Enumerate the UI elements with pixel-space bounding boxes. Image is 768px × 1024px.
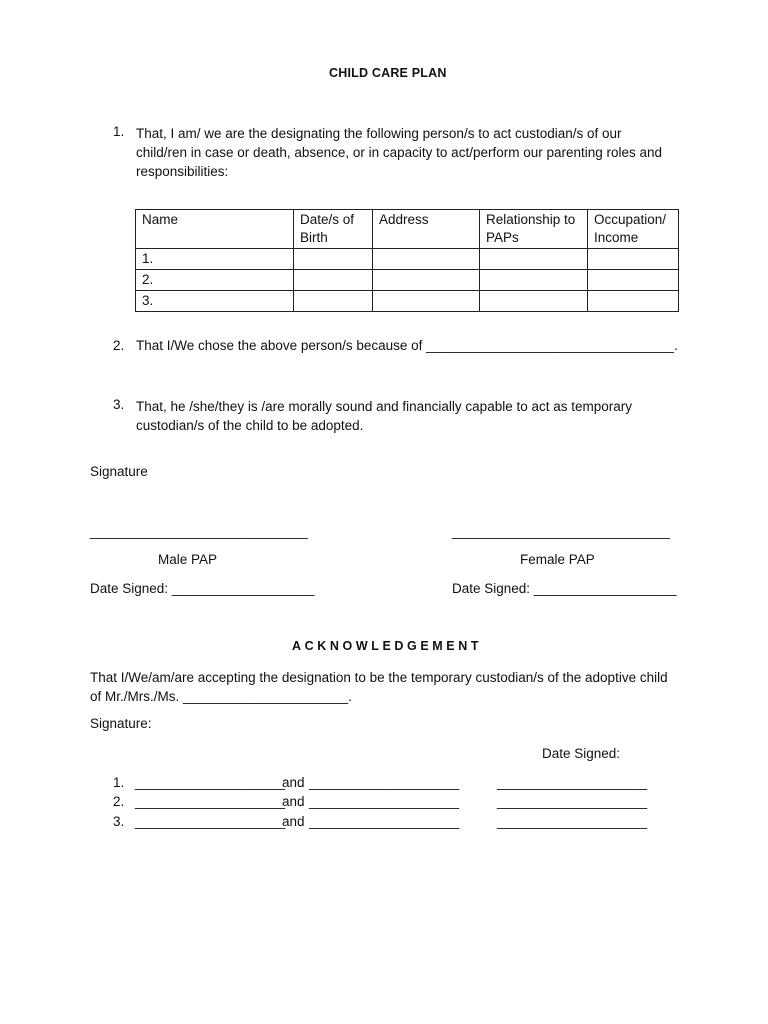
item-text-2: That I/We chose the above person/s because of _________________________________.	[136, 338, 678, 353]
male-date-signed[interactable]: Date Signed: ___________________	[90, 581, 315, 596]
header-dates-of-birth: Date/s of Birth	[294, 210, 373, 249]
header-name: Name	[136, 210, 294, 249]
table-cell[interactable]: 3.	[136, 291, 294, 312]
acknowledgement-title: ACKNOWLEDGEMENT	[292, 639, 483, 653]
ack-signature-line[interactable]: ____________________	[135, 775, 286, 790]
item-number-2: 2.	[113, 338, 125, 353]
female-date-signed[interactable]: Date Signed: ___________________	[452, 581, 677, 596]
ack-row-number: 1.	[113, 775, 125, 790]
table-cell[interactable]	[294, 249, 373, 270]
ack-signature-line[interactable]: ____________________	[135, 794, 286, 809]
ack-and-text: and	[282, 794, 305, 809]
table-cell[interactable]	[373, 249, 480, 270]
ack-signature-line[interactable]: ____________________	[135, 814, 286, 829]
page-title: CHILD CARE PLAN	[329, 66, 447, 80]
female-signature-line[interactable]: _____________________________	[452, 524, 670, 539]
table-row	[136, 270, 679, 291]
item-text-1: That, I am/ we are the designating the following person/s to act custodian/s of our child/ren in case or death, absence, or in capacity to act/perform our parenting roles and responsibilities:	[136, 126, 663, 179]
table-cell[interactable]	[588, 291, 679, 312]
ack-and-text: and	[282, 814, 305, 829]
table-cell[interactable]: 2.	[136, 270, 294, 291]
item-text-3: That, he /she/they is /are morally sound and financially capable to act as temporary custodian/s of the child to be adopted.	[136, 399, 633, 433]
table-cell[interactable]	[480, 291, 588, 312]
ack-date-signed-label: Date Signed:	[542, 746, 621, 761]
ack-row-number: 3.	[113, 814, 125, 829]
ack-signature-line[interactable]: ____________________	[309, 794, 460, 809]
table-cell[interactable]	[373, 270, 480, 291]
ack-and-text: and	[282, 775, 305, 790]
male-pap-label: Male PAP	[158, 552, 218, 567]
ack-signature-line[interactable]: ____________________	[309, 814, 460, 829]
ack-date-line[interactable]: ____________________	[497, 794, 648, 809]
table-cell[interactable]	[588, 249, 679, 270]
ack-date-line[interactable]: ____________________	[497, 814, 648, 829]
header-relationship: Relationship to PAPs	[480, 210, 588, 249]
ack-row-number: 2.	[113, 794, 125, 809]
female-pap-label: Female PAP	[520, 552, 595, 567]
signature-label: Signature	[90, 464, 148, 479]
table-cell[interactable]	[480, 249, 588, 270]
item-number-1: 1.	[113, 124, 125, 139]
table-cell[interactable]: 1.	[136, 249, 294, 270]
custodian-table	[135, 209, 679, 312]
table-cell[interactable]	[480, 270, 588, 291]
table-cell[interactable]	[373, 291, 480, 312]
ack-signature-line[interactable]: ____________________	[309, 775, 460, 790]
table-row	[136, 291, 679, 312]
ack-date-line[interactable]: ____________________	[497, 775, 648, 790]
header-occupation: Occupation/ Income	[588, 210, 679, 249]
male-signature-line[interactable]: _____________________________	[90, 524, 308, 539]
table-cell[interactable]	[588, 270, 679, 291]
header-address: Address	[373, 210, 480, 249]
table-cell[interactable]	[294, 291, 373, 312]
table-header-row	[136, 210, 679, 249]
ack-signature-label: Signature:	[90, 716, 152, 731]
acknowledgement-text: That I/We/am/are accepting the designation to be the temporary custodian/s of the adoptive child of Mr./Mrs./Ms. ______________________.	[90, 670, 668, 704]
item-number-3: 3.	[113, 397, 125, 412]
table-cell[interactable]	[294, 270, 373, 291]
table-row	[136, 249, 679, 270]
